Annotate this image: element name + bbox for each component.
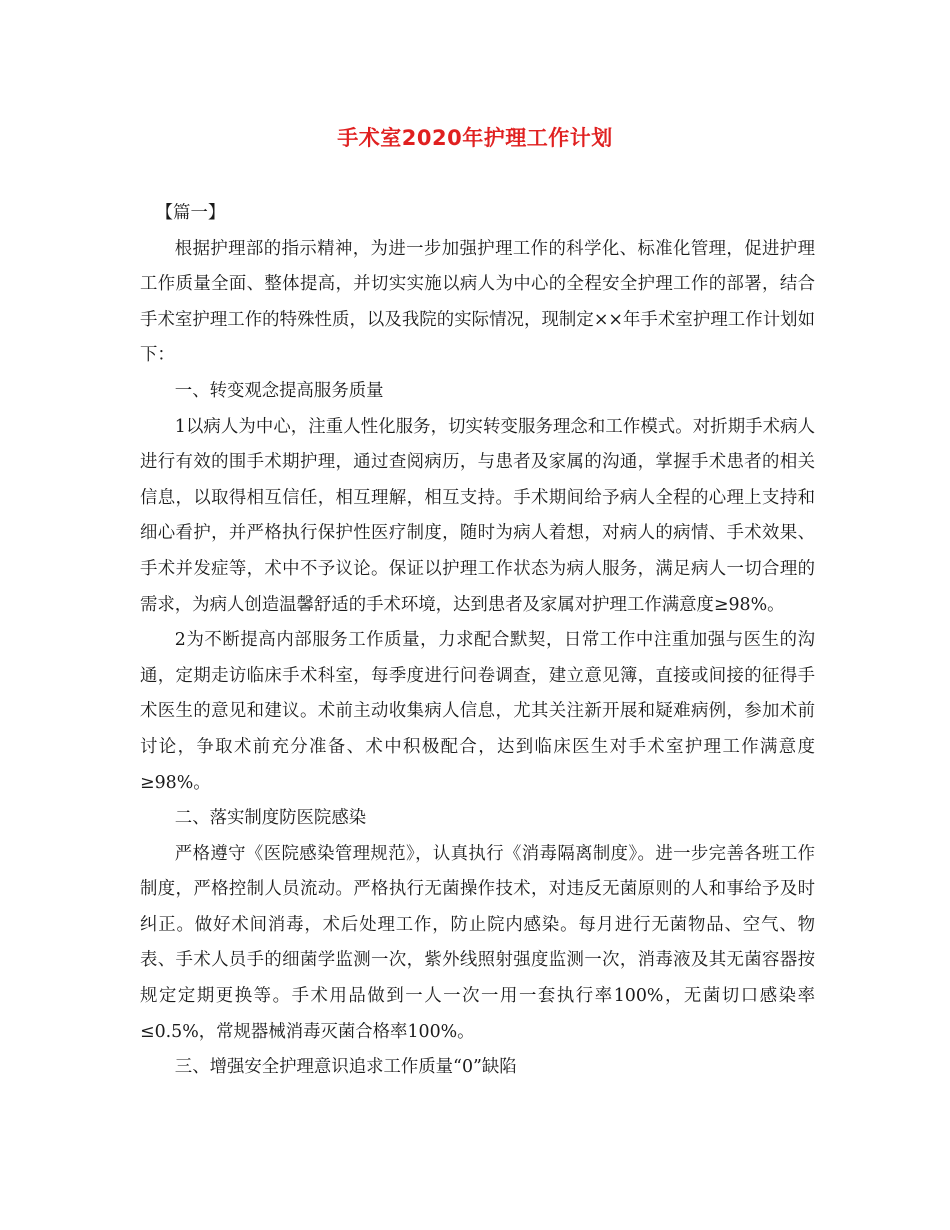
section-heading-2: 二、落实制度防医院感染 bbox=[174, 808, 367, 829]
paragraph-item-2: 2为不断提高内部服务工作质量，力求配合默契，日常工作中注重加强与医生的沟通，定期走访临床手术科室，每季度进行问卷调查，建立意见簿，直接或间接的征得手术医生的意见和建议。术前主动收集病人信息，尤其关注新开展和疑难病例，参加术前讨论，争取术前充分准备、术中积极配合，达到临床医生对手术室护理工作满意度≥98%。 bbox=[140, 630, 815, 793]
section-heading-1: 一、转变观念提高服务质量 bbox=[174, 380, 384, 401]
document-body bbox=[140, 196, 815, 1086]
section-heading-3: 三、增强安全护理意识追求工作质量“0”缺陷 bbox=[174, 1057, 517, 1078]
section-label: 【篇一】 bbox=[155, 203, 226, 223]
document-title: 手术室2020年护理工作计划 bbox=[337, 126, 613, 150]
paragraph-intro: 根据护理部的指示精神，为进一步加强护理工作的科学化、标准化管理，促进护理工作质量全面、整体提高，并切实实施以病人为中心的全程安全护理工作的部署，结合手术室护理工作的特殊性质，以及我院的实际情况，现制定××年手术室护理工作计划如下： bbox=[140, 238, 815, 366]
paragraph-infection-control: 严格遵守《医院感染管理规范》，认真执行《消毒隔离制度》。进一步完善各班工作制度，严格控制人员流动。严格执行无菌操作技术，对违反无菌原则的人和事给予及时纠正。做好术间消毒，术后处理工作，防止院内感染。每月进行无菌物品、空气、物表、手术人员手的细菌学监测一次，紫外线照射强度监测一次，消毒液及其无菌容器按规定定期更换等。手术用品做到一人一次一用一套执行率100%，无菌切口感染率≤0.5%，常规器械消毒灭菌合格率100%。 bbox=[140, 843, 815, 1042]
paragraph-item-1: 1以病人为中心，注重人性化服务，切实转变服务理念和工作模式。对折期手术病人进行有效的围手术期护理，通过查阅病历，与患者及家属的沟通，掌握手术患者的相关信息，以取得相互信任，相互理解，相互支持。手术期间给予病人全程的心理上支持和细心看护，并严格执行保护性医疗制度，随时为病人着想，对病人的病情、手术效果、手术并发症等，术中不予议论。保证以护理工作状态为病人服务，满足病人一切合理的需求，为病人创造温馨舒适的手术环境，达到患者及家属对护理工作满意度≥98%。 bbox=[140, 416, 815, 615]
